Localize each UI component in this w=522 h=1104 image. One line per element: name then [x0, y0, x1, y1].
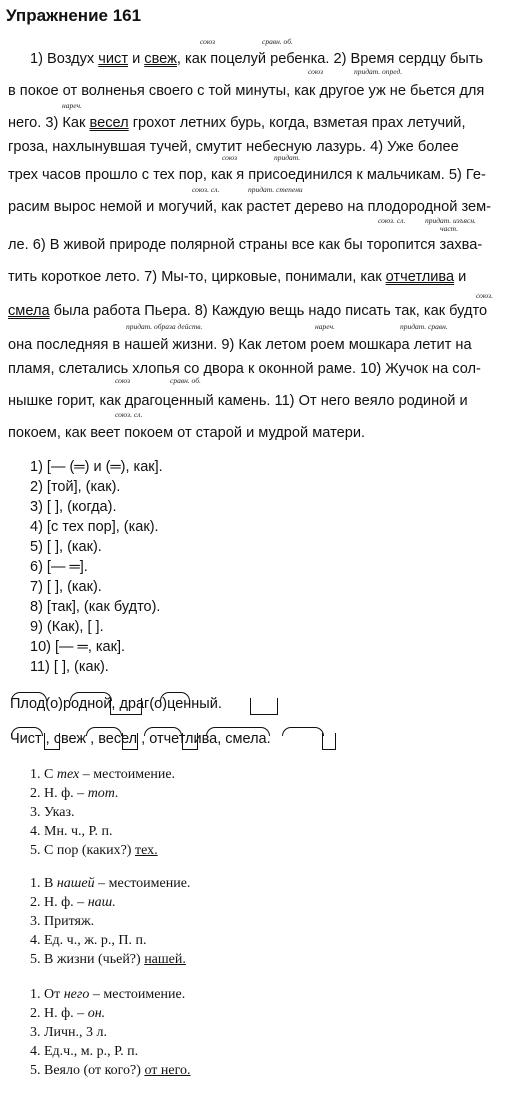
text-line: смела была работа Пьера. 8) Каждую вещь надо писать так, как будто: [8, 303, 488, 319]
text-line: пламя, слетались хлопья со двора к оконной раме. 10) Жучок на сол-: [8, 361, 481, 377]
morpheme-analysis-line-1: [10, 696, 270, 722]
annotation: союз. сл.: [192, 185, 220, 194]
ending-box: [182, 733, 198, 750]
scheme-item: 7) [ ], (как).: [30, 579, 102, 595]
morpheme-words: Чист , свеж , весел , отчетлива, смела.: [10, 731, 271, 747]
annotation: част.: [440, 224, 459, 233]
annotation: союз. сл.: [378, 216, 406, 225]
morpheme-words: Плод(о)родной, драг(о)ценный.: [10, 696, 222, 712]
annotation: придат. изъясн.: [425, 216, 476, 225]
morpheme-analysis-line-2: [10, 731, 350, 757]
parse-row: 3. Личн., 3 л.: [30, 1025, 108, 1040]
text-line: покоем, как веет покоем от старой и мудрой матери.: [8, 425, 366, 441]
text-line: тить короткое лето. 7) Мы-то, цирковые, понимали, как отчетлива и: [8, 269, 467, 285]
parse-row: 1. От него – местоимение.: [30, 987, 186, 1002]
root-arc: [144, 727, 182, 736]
annotation: придат. сравн.: [400, 322, 448, 331]
ending-box: [44, 733, 60, 750]
scheme-item: 11) [ ], (как).: [30, 659, 109, 675]
annotation: придат.: [274, 153, 301, 162]
parse-row: 5. С пор (каких?) тех.: [30, 843, 158, 858]
text-line: трех часов прошло с тех пор, как я присоединился к мальчикам. 5) Ге-: [8, 167, 486, 183]
text-line: ле. 6) В живой природе полярной страны все как бы торопится захва-: [8, 237, 483, 253]
scheme-item: 10) [— ═, как].: [30, 639, 126, 655]
parse-row: 4. Мн. ч., Р. п.: [30, 824, 113, 839]
scheme-item: 4) [с тех пор], (как).: [30, 519, 159, 535]
parse-block-2: [30, 874, 190, 969]
parse-row: 3. Притяж.: [30, 914, 95, 929]
text-line: гроза, нахлынувшая тучей, смутит небесную лазурь. 4) Уже более: [8, 139, 459, 155]
parse-row: 2. Н. ф. – тот.: [30, 786, 119, 801]
parse-block-1: [30, 765, 175, 860]
parse-row: 1. В нашей – местоимение.: [30, 876, 191, 891]
root-arc: [282, 727, 324, 736]
annotation: нареч.: [62, 101, 82, 110]
annotation: придат. степени: [248, 185, 303, 194]
ending-box: [110, 698, 142, 715]
ending-box: [122, 733, 138, 750]
scheme-item: 1) [— (═) и (═), как].: [30, 459, 163, 475]
scheme-item: 6) [— ═].: [30, 559, 88, 575]
text-line: 1) Воздух чист и свеж, как поцелуй ребенка. 2) Время сердцу быть: [30, 51, 484, 67]
exercise-title: Упражнение 161: [6, 6, 142, 25]
annotation: придат. образа действ.: [126, 322, 203, 331]
scheme-item: 3) [ ], (когда).: [30, 499, 117, 515]
root-arc: [160, 692, 190, 701]
annotation: союз: [115, 376, 131, 385]
annotation: союз: [222, 153, 238, 162]
parse-row: 2. Н. ф. – наш.: [30, 895, 116, 910]
root-arc: [206, 727, 270, 736]
ending-box: [250, 698, 278, 715]
annotation: нареч.: [315, 322, 335, 331]
ending-box: [322, 733, 336, 750]
parse-row: 5. В жизни (чьей?) нашей.: [30, 952, 186, 967]
parse-block-3: [30, 985, 190, 1080]
scheme-item: 9) (Как), [ ].: [30, 619, 104, 635]
annotation: союз. сл.: [115, 410, 143, 419]
annotation: сравн. об.: [170, 376, 201, 385]
annotation: союз: [200, 37, 216, 46]
root-arc: [86, 727, 122, 736]
parse-row: 2. Н. ф. – он.: [30, 1006, 106, 1021]
parse-row: 4. Ед. ч., ж. р., П. п.: [30, 933, 147, 948]
root-arc: [11, 692, 47, 701]
root-arc: [70, 692, 112, 701]
annotation: сравн. об.: [262, 37, 293, 46]
text-line: она последняя в нашей жизни. 9) Как летом роем мошкара летит на: [8, 337, 472, 353]
text-line: расим вырос немой и могучий, как растет дерево на плодородной зем-: [8, 199, 492, 215]
text-line: нышке горит, как драгоценный камень. 11) От него веяло родиной и: [8, 393, 468, 409]
annotation: союз.: [476, 291, 493, 300]
text-line: него. 3) Как весел грохот летних бурь, когда, взметая прах летучий,: [8, 115, 466, 131]
scheme-item: 2) [той], (как).: [30, 479, 121, 495]
parse-row: 4. Ед.ч., м. р., Р. п.: [30, 1044, 139, 1059]
root-arc: [11, 727, 43, 736]
scheme-item: 5) [ ], (как).: [30, 539, 102, 555]
parse-row: 3. Указ.: [30, 805, 75, 820]
scheme-item: 8) [так], (как будто).: [30, 599, 161, 615]
annotation: союз: [308, 67, 324, 76]
parse-row: 5. Веяло (от кого?) от него.: [30, 1063, 191, 1078]
text-line: в покое от волненья своего с той минуты, как другое уж не бьется для: [8, 83, 485, 99]
parse-row: 1. С тех – местоимение.: [30, 767, 176, 782]
annotation: придат. опред.: [354, 67, 403, 76]
